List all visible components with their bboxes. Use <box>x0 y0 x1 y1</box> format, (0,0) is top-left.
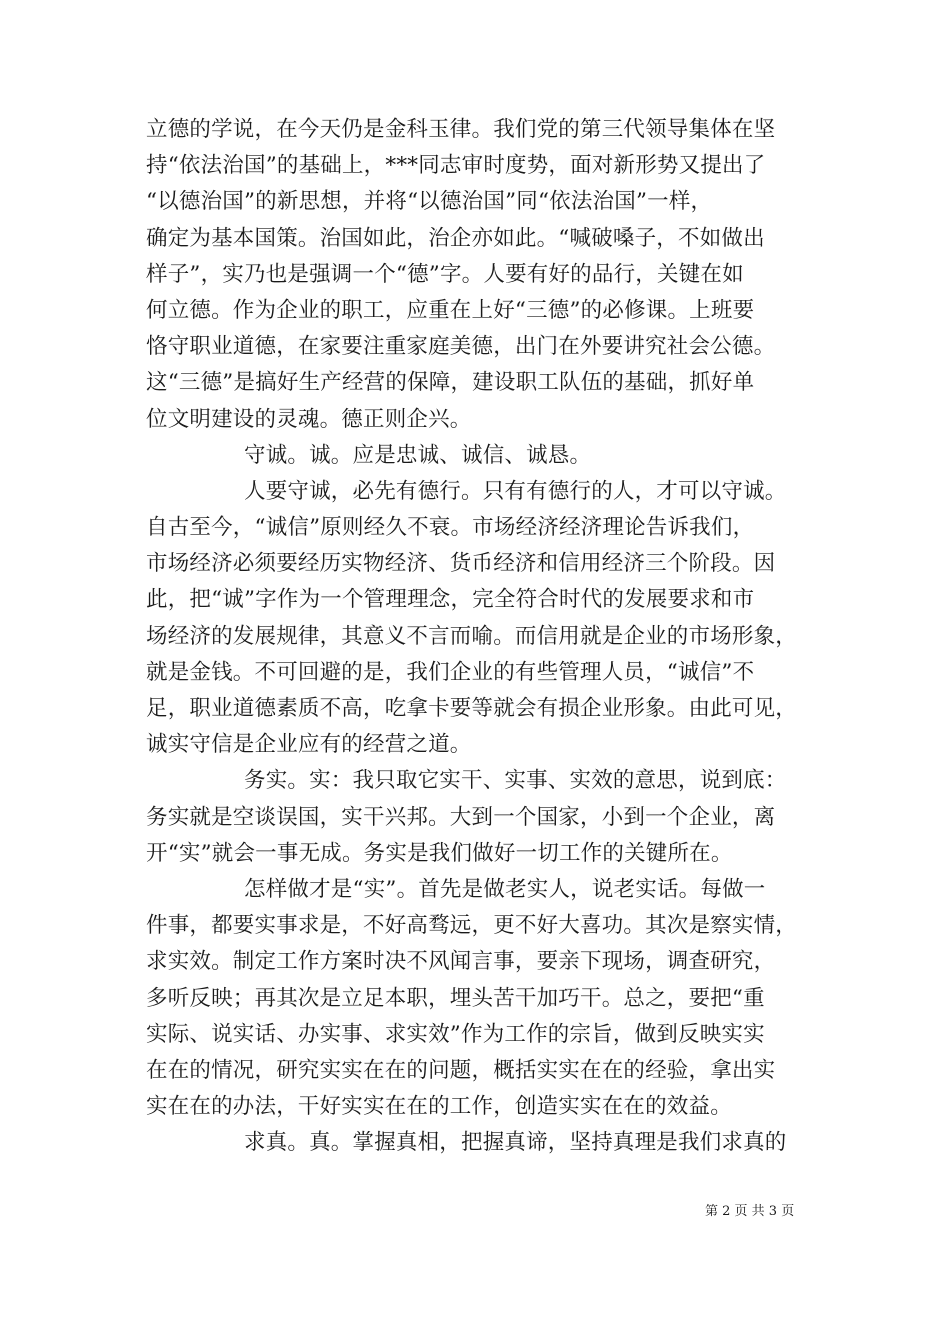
text-line: 位文明建设的灵魂。德正则企兴。 <box>146 406 472 432</box>
text-line: 诚实守信是企业应有的经营之道。 <box>146 732 472 758</box>
text-line: 实在在的办法，干好实实在在的工作，创造实实在在的效益。 <box>146 1094 732 1120</box>
text-line: 求真。真。掌握真相，把握真谛，坚持真理是我们求真的 <box>244 1130 787 1156</box>
text-line: 人要守诚，必先有德行。只有有德行的人，才可以守诚。 <box>244 478 787 504</box>
text-line: 件事，都要实事求是，不好高骛远，更不好大喜功。其次是察实情， <box>146 913 798 939</box>
text-line: 自古至今，“诚信”原则经久不衰。市场经济经济理论告诉我们， <box>146 515 755 541</box>
text-line: 场经济的发展规律，其意义不言而喻。而信用就是企业的市场形象， <box>146 623 798 649</box>
text-line: 持“依法治国”的基础上，***同志审时度势，面对新形势又提出了 <box>146 153 766 179</box>
text-line: 恪守职业道德，在家要注重家庭美德，出门在外要讲究社会公德。 <box>146 334 776 360</box>
text-line: “以德治国”的新思想，并将“以德治国”同“依法治国”一样， <box>146 189 713 215</box>
text-line: 实际、说实话、办实事、求实效”作为工作的宗旨，做到反映实实 <box>146 1021 765 1047</box>
text-line: 守诚。诚。应是忠诚、诚信、诚恳。 <box>244 442 592 468</box>
text-line: 怎样做才是“实”。首先是做老实人，说老实话。每做一 <box>244 876 766 902</box>
text-line: 务实。实：我只取它实干、实事、实效的意思，说到底： <box>244 768 787 794</box>
page-number-footer: 第 2 页 共 3 页 <box>705 1204 795 1219</box>
text-line: 求实效。制定工作方案时决不风闻言事，要亲下现场，调查研究， <box>146 949 776 975</box>
text-line: 务实就是空谈误国，实干兴邦。大到一个国家，小到一个企业，离 <box>146 804 776 830</box>
text-line: 样子”，实乃也是强调一个“德”字。人要有好的品行，关键在如 <box>146 261 744 287</box>
text-line: 这“三德”是搞好生产经营的保障，建设职工队伍的基础，抓好单 <box>146 370 755 396</box>
text-line: 市场经济必须要经历实物经济、货币经济和信用经济三个阶段。因 <box>146 551 776 577</box>
text-line: 多听反映；再其次是立足本职，埋头苦干加巧干。总之，要把“重 <box>146 985 765 1011</box>
text-line: 足，职业道德素质不高，吃拿卡要等就会有损企业形象。由此可见， <box>146 696 798 721</box>
document-body <box>146 112 814 1161</box>
text-line: 开“实”就会一事无成。务实是我们做好一切工作的关键所在。 <box>146 840 733 866</box>
text-line: 确定为基本国策。治国如此，治企亦如此。“喊破嗓子，不如做出 <box>146 225 765 251</box>
text-line: 立德的学说，在今天仍是金科玉律。我们党的第三代领导集体在坚 <box>146 117 776 142</box>
text-line: 此，把“诚”字作为一个管理理念，完全符合时代的发展要求和市 <box>146 587 755 613</box>
text-line: 何立德。作为企业的职工，应重在上好“三德”的必修课。上班要 <box>146 297 755 323</box>
text-line: 就是金钱。不可回避的是，我们企业的有些管理人员，“诚信”不 <box>146 659 755 685</box>
text-line: 在在的情况，研究实实在在的问题，概括实实在在的经验，拿出实 <box>146 1057 776 1083</box>
